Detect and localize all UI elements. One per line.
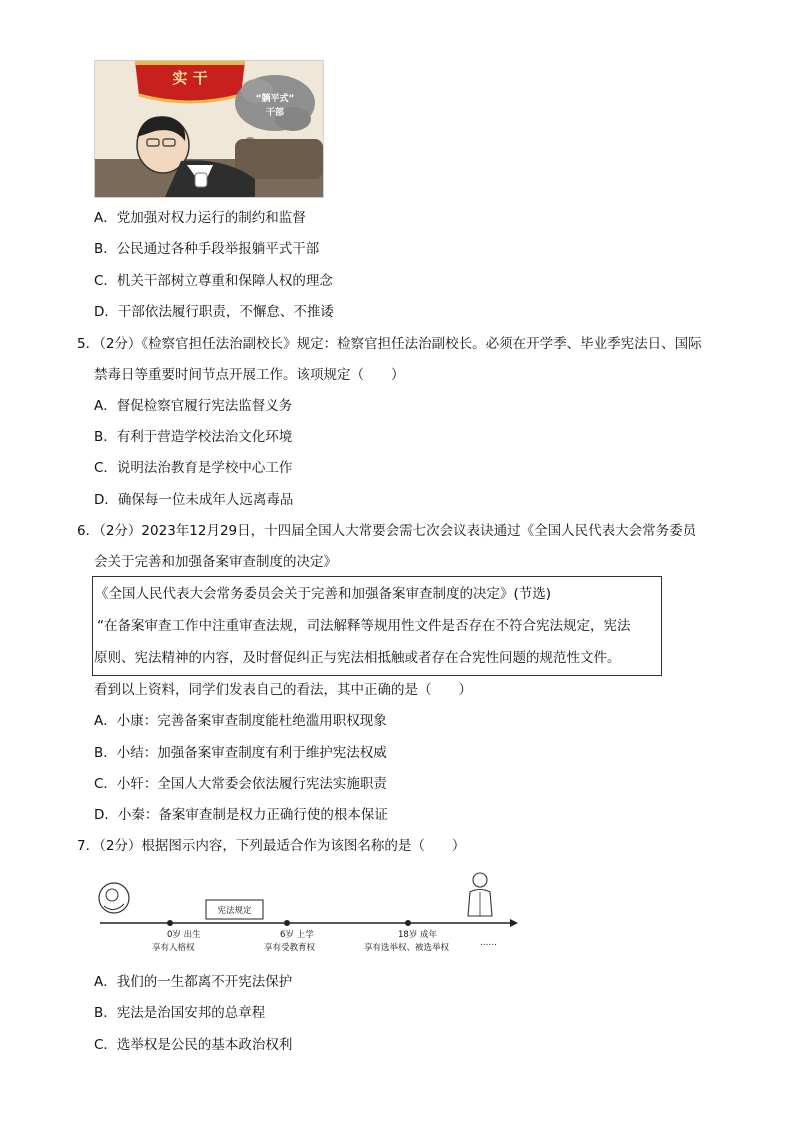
q6-option-a: A．小康：完善备案审查制度能杜绝滥用职权现象 (94, 713, 387, 729)
life-timeline-diagram (92, 868, 522, 960)
q6-box-text-line2: 原则、宪法精神的内容，及时督促纠正与宪法相抵触或者存在合宪性问题的规范性文件。 (94, 650, 621, 666)
adult-icon (468, 873, 492, 916)
q7-stem: 7．（2分）根据图示内容，下列最适合作为该图名称的是（ ） (77, 838, 466, 854)
ellipsis-label: …… (480, 938, 497, 948)
q6-option-b: B．小结：加强备案审查制度有利于维护宪法权威 (94, 745, 387, 761)
q5-option-c: C．说明法治教育是学校中心工作 (94, 460, 293, 476)
baby-icon (99, 883, 129, 913)
timeline-box-label: 宪法规定 (217, 906, 252, 916)
q6-stem-line2: 会关于完善和加强备案审查制度的决定》 (94, 554, 337, 570)
age-6-label: 6岁 上学 (280, 930, 314, 940)
q6-box-text-line1: “在备案审查工作中注重审查法规，司法解释等规用性文件是否存在不符合宪法规定，宪法 (97, 618, 631, 634)
q6-option-d: D．小秦：备案审查制是权力正确行使的根本保证 (94, 807, 388, 823)
q6-box-title: 《全国人民代表大会常务委员会关于完善和加强备案审查制度的决定》(节选) (95, 586, 552, 602)
q6-option-c: C．小轩：全国人大常委会依法履行宪法实施职责 (94, 776, 387, 792)
q6-stem-line1: 6．（2分）2023年12月29日，十四届全国人大常要会需七次会议表诀通过《全国人民代表大会常务委员 (77, 523, 697, 539)
q4-option-d: D．干部依法履行职责，不懈怠、不推诿 (94, 304, 334, 320)
q4-option-b: B．公民通过各种手段举报躺平式干部 (94, 241, 320, 257)
q7-option-c: C．选举权是公民的基本政治权利 (94, 1037, 293, 1053)
bubble-text-1: “躺平式” (255, 94, 295, 104)
q5-option-d: D．确保每一位未成年人远离毒品 (94, 492, 294, 508)
q5-stem-line1: 5．（2分）《检察官担任法治副校长》规定：检察官担任法治副校长。必须在开学季、毕业季宪法日、国际 (77, 336, 702, 352)
banner-text: 实 干 (172, 69, 208, 87)
q5-option-a: A．督促检察官履行宪法监督义务 (94, 398, 293, 414)
right-0-label: 享有人格权 (152, 943, 195, 953)
right-18-label: 享有选举权、被选举权 (364, 943, 450, 953)
q7-option-a: A．我们的一生都离不开宪法保护 (94, 974, 293, 990)
bubble-text-2: 干部 (265, 108, 285, 118)
age-0-label: 0岁 出生 (167, 930, 201, 940)
q4-option-a: A．党加强对权力运行的制约和监督 (94, 210, 306, 226)
q5-stem-line2: 禁毒日等重要时间节点开展工作。该项规定（ ） (94, 367, 405, 383)
cartoon-illustration (94, 60, 324, 198)
q5-option-b: B．有利于营造学校法治文化环境 (94, 429, 293, 445)
q4-option-c: C．机关干部树立尊重和保障人权的理念 (94, 273, 333, 289)
right-6-label: 享有受教育权 (264, 943, 316, 953)
q7-option-b: B．宪法是治国安邦的总章程 (94, 1005, 266, 1021)
q6-question: 看到以上资料，同学们发表自己的看法，其中正确的是（ ） (94, 682, 472, 698)
age-18-label: 18岁 成年 (398, 930, 438, 940)
